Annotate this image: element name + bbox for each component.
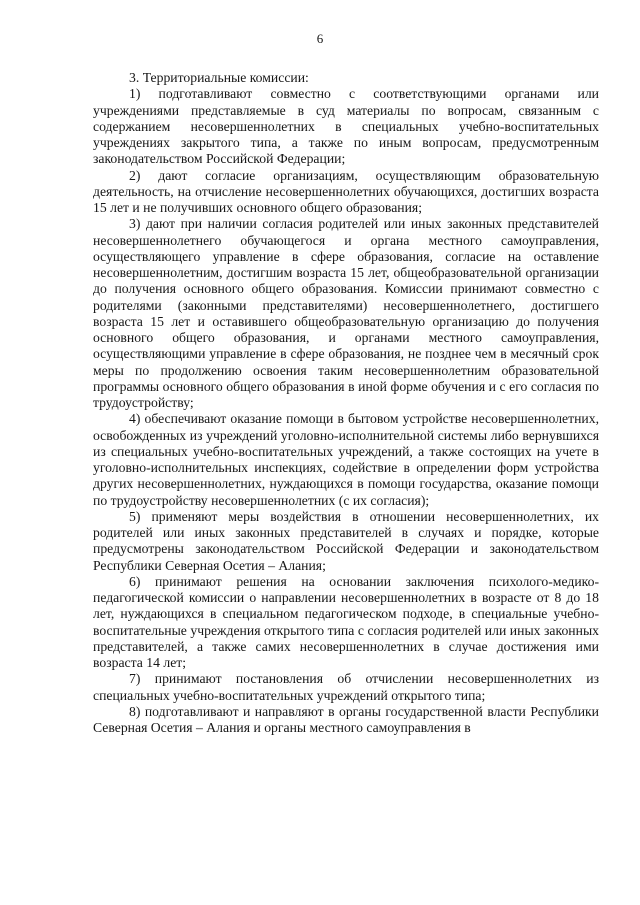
paragraph-4: 4) обеспечивают оказание помощи в бытовом устройстве несовершеннолетних, освобожденных из учреждений уголовно-исполнительной системы либо вернувшихся из специальных учебно-воспитательных учреждений, а также состоящих на учете в уголовно-исполнительных инспекциях, содействие в определении форм устройства других несовершеннолетних, нуждающихся в помощи государства, оказание помощи по трудоустройству несовершеннолетних (с их согласия); [93, 411, 599, 508]
document-body [93, 70, 599, 736]
paragraph-8: 8) подготавливают и направляют в органы государственной власти Республики Северная Осетия – Алания и органы местного самоуправления в [93, 703, 599, 735]
paragraph-7: 7) принимают постановления об отчислении несовершеннолетних из специальных учебно-воспитательных учреждений открытого типа; [93, 671, 599, 703]
paragraph-1: 1) подготавливают совместно с соответствующими органами или учреждениями представляемые в суд материалы по вопросам, связанным с содержанием несовершеннолетних в специальных учебно-воспитательных учреждениях закрытого типа, а также по иным вопросам, предусмотренным законодательством Российской Федерации; [93, 86, 599, 167]
paragraph-2: 2) дают согласие организациям, осуществляющим образовательную деятельность, на отчисление несовершеннолетних обучающихся, достигших возраста 15 лет и не получивших основного общего образования; [93, 167, 599, 215]
page-number: 6 [316, 31, 324, 46]
paragraph-6: 6) принимают решения на основании заключения психолого-медико-педагогической комиссии о направлении несовершеннолетних в возрасте от 8 до 18 лет, нуждающихся в специальном педагогическом подходе, в специальные учебно-воспитательные учреждения открытого типа с согласия родителей или иных законных представителей, а также самих несовершеннолетних в случае достижения ими возраста 14 лет; [93, 573, 599, 670]
paragraph-3: 3) дают при наличии согласия родителей или иных законных представителей несовершеннолетнего обучающегося и органа местного самоуправления, осуществляющего управление в сфере образования, согласие на оставление несовершеннолетним, достигшим возраста 15 лет, общеобразовательной организации до получения основного общего образования. Комиссии принимают совместно с родителями (законными представителями) несовершеннолетнего, достигшего возраста 15 лет и оставившего общеобразовательную организацию до получения основного общего образования, и органами местного самоуправления, осуществляющими управление в сфере образования, не позднее чем в месячный срок меры по продолжению освоения таким несовершеннолетним образовательной программы основного общего образования в иной форме обучения и с его согласия по трудоустройству; [93, 216, 599, 410]
paragraph-5: 5) применяют меры воздействия в отношении несовершеннолетних, их родителей или иных законных представителей в случаях и порядке, которые предусмотрены законодательством Российской Федерации и законодательством Республики Северная Осетия – Алания; [93, 508, 599, 573]
section-heading: 3. Территориальные комиссии: [129, 70, 309, 85]
